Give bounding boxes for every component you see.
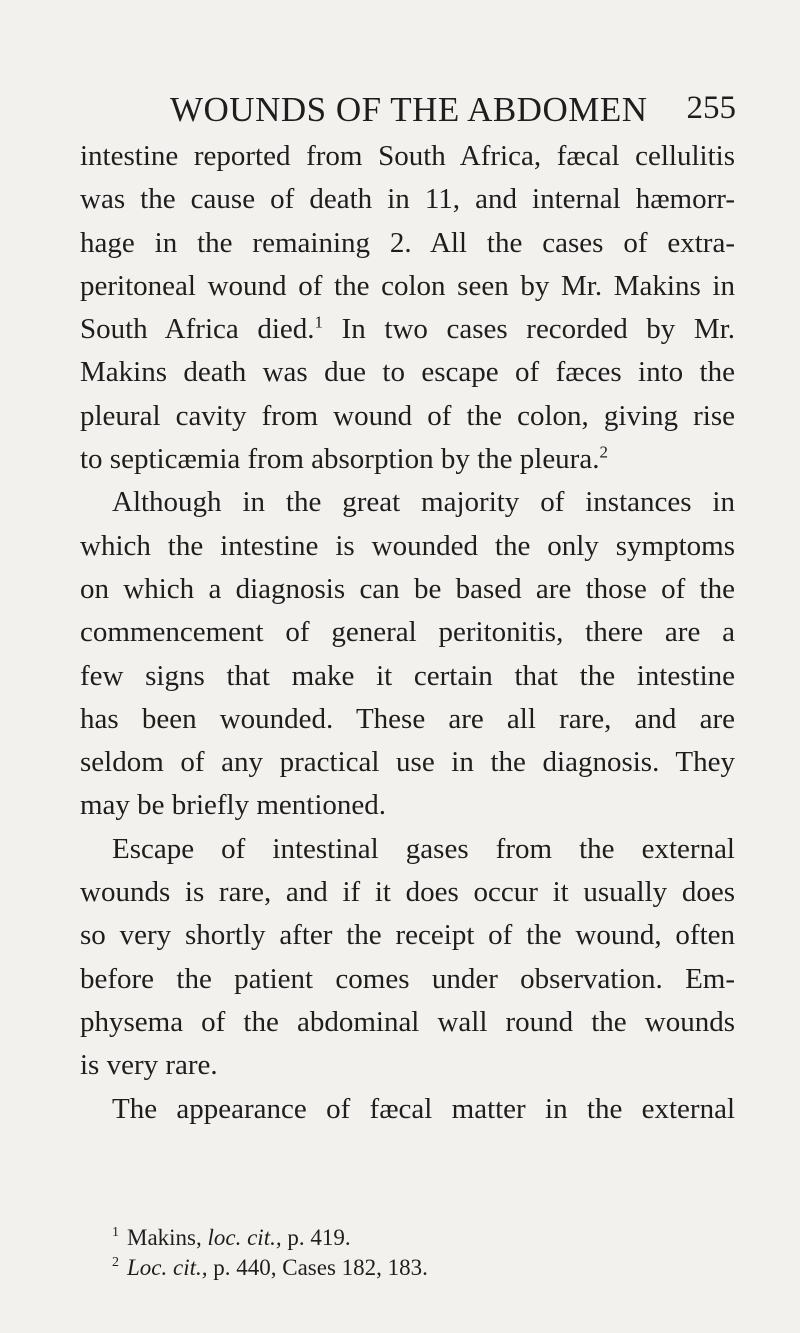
text-line-5-start: South Africa died. [80, 313, 315, 346]
text-line-7: pleural cavity from wound of the colon, giving rise [80, 399, 735, 432]
text-line-16: may be briefly mentioned. [80, 789, 387, 822]
text-line-5 [80, 308, 735, 351]
footnotes [112, 1223, 632, 1283]
text-line-14: has been wounded. These are all rare, and are [80, 702, 735, 735]
footnote-2-rest: p. 440, Cases 182, 183. [213, 1255, 428, 1280]
footnote-2 [112, 1253, 632, 1283]
text-line-9: Although in the great majority of instances in [112, 486, 735, 519]
text-line-2: was the cause of death in 11, and internal hæmorr- [80, 183, 735, 216]
footnote-ref-2[interactable]: 2 [599, 442, 608, 462]
text-line-13: few signs that make it certain that the intestine [80, 659, 735, 692]
text-line-22: is very rare. [80, 1049, 218, 1082]
text-line-19: so very shortly after the receipt of the wound, often [80, 919, 735, 952]
footnote-1-rest: p. 419. [287, 1225, 351, 1250]
footnote-2-ref: Loc. cit., [127, 1255, 208, 1280]
text-line-1: intestine reported from South Africa, fæcal cellulitis [80, 140, 735, 172]
text-line-17: Escape of intestinal gases from the external [112, 832, 735, 865]
text-line-8 [80, 438, 735, 481]
text-line-8-text: to septicæmia from absorption by the pleura. [80, 443, 600, 476]
text-line-18: wounds is rare, and if it does occur it usually does [80, 876, 735, 909]
running-head [170, 90, 736, 132]
page-number: 255 [686, 90, 736, 126]
text-line-10: which the intestine is wounded the only symptoms [80, 529, 735, 562]
footnote-1-ref: loc. cit., [207, 1225, 282, 1250]
footnote-1 [112, 1223, 632, 1253]
text-line-12: commencement of general peritonitis, there are a [80, 616, 735, 649]
text-line-6: Makins death was due to escape of fæces into the [80, 356, 735, 389]
text-line-5-end: In two cases recorded by Mr. [341, 313, 736, 346]
footnote-ref-1[interactable]: 1 [314, 312, 324, 332]
text-line-15: seldom of any practical use in the diagnosis. They [80, 746, 735, 779]
text-line-3: hage in the remaining 2. All the cases of extra- [80, 226, 735, 259]
body-text [80, 135, 735, 1131]
footnote-1-author: Makins, [127, 1225, 202, 1250]
text-line-20: before the patient comes under observation. Em- [80, 962, 735, 995]
footnote-2-mark: 2 [112, 1255, 119, 1271]
text-line-4: peritoneal wound of the colon seen by Mr. Makins in [80, 269, 735, 302]
text-line-23: The appearance of fæcal matter in the external [112, 1092, 735, 1125]
text-line-21: physema of the abdominal wall round the wounds [80, 1005, 735, 1038]
running-title: WOUNDS OF THE ABDOMEN [170, 90, 648, 129]
footnote-1-mark: 1 [112, 1225, 119, 1241]
text-line-11: on which a diagnosis can be based are those of the [80, 572, 735, 605]
